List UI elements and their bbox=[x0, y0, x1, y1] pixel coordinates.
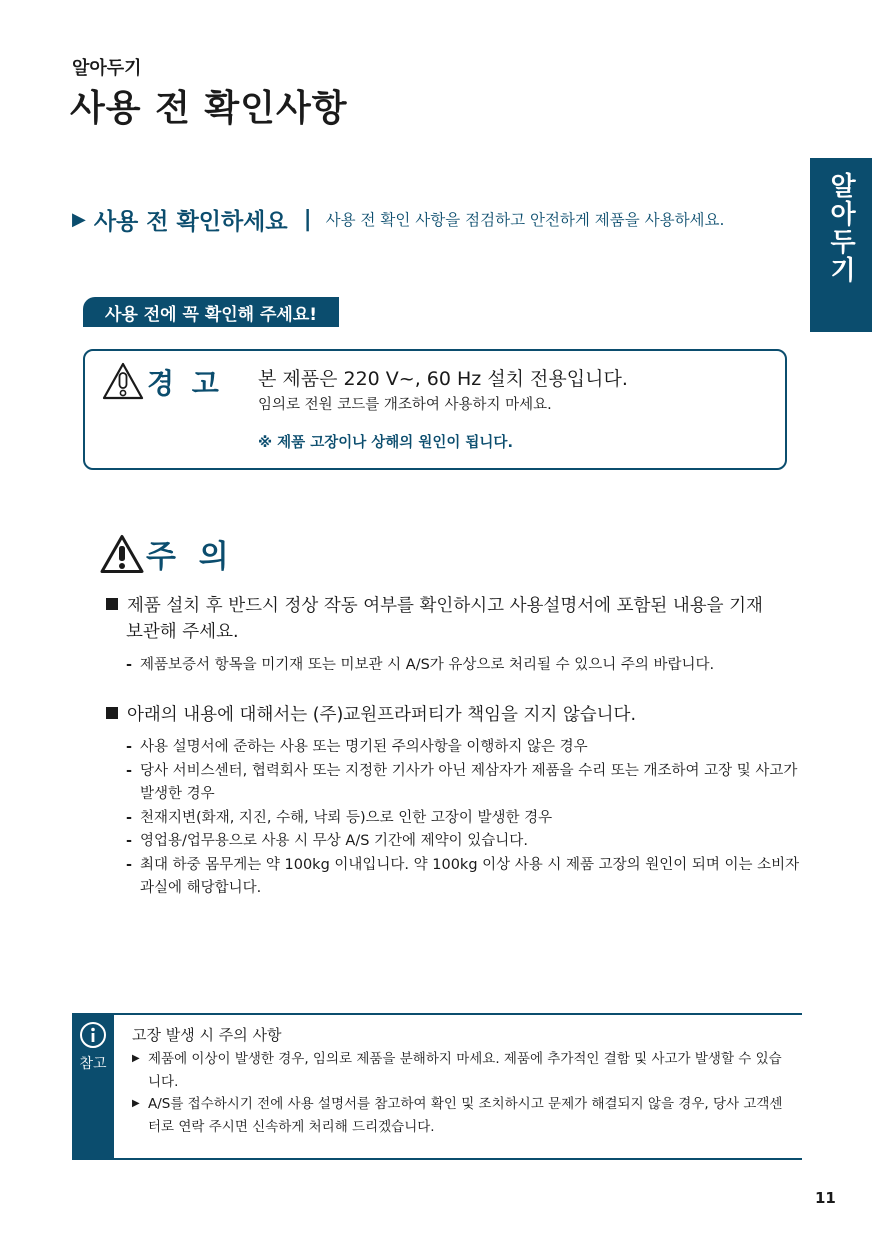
caution-item-1 bbox=[106, 593, 763, 645]
section-heading bbox=[72, 201, 724, 237]
info-icon bbox=[79, 1021, 107, 1053]
list-item: - 사용 설명서에 준하는 사용 또는 명기된 주의사항을 이행하지 않은 경우 bbox=[126, 736, 806, 760]
check-banner bbox=[83, 297, 339, 327]
page-title: 사용 전 확인사항 bbox=[70, 88, 348, 129]
note-title: 고장 발생 시 주의 사항 bbox=[132, 1026, 282, 1044]
warning-triangle-icon bbox=[102, 362, 144, 404]
caution-item-text: 제품 설치 후 반드시 정상 작동 여부를 확인하시고 사용설명서에 포함된 내용을 기재 bbox=[127, 596, 763, 616]
list-item: - 당사 서비스센터, 협력회사 또는 지정한 기사가 아닌 제삼자가 제품을 수리 또는 개조하여 고장 및 사고가 발생한 경우 bbox=[126, 760, 806, 807]
caution-item-text-cont: 보관해 주세요. bbox=[126, 622, 239, 642]
side-chapter-tab bbox=[810, 158, 872, 332]
warning-sub-text: 임의로 전원 코드를 개조하여 사용하지 마세요. bbox=[258, 397, 552, 413]
caution-triangle-icon bbox=[100, 534, 144, 578]
caution-label: 주 의 bbox=[146, 539, 235, 575]
list-item: ▶ 제품에 이상이 발생한 경우, 임의로 제품을 분해하지 마세요. 제품에 추가적인 결함 및 사고가 발생할 수 있습니다. bbox=[132, 1048, 792, 1093]
note-items bbox=[132, 1048, 792, 1138]
caution-item-2-sublist bbox=[126, 736, 806, 901]
list-item: - 제품보증서 항목을 미기재 또는 미보관 시 A/S가 유상으로 처리될 수 있으니 주의 바랍니다. bbox=[126, 654, 806, 678]
warning-label: 경 고 bbox=[147, 367, 223, 400]
warning-main-text: 본 제품은 220 V~, 60 Hz 설치 전용입니다. bbox=[258, 368, 628, 390]
side-tab-label: 알아두기 bbox=[825, 172, 856, 284]
list-item: - 영업용/업무용으로 사용 시 무상 A/S 기간에 제약이 있습니다. bbox=[126, 830, 806, 854]
section-title: 사용 전 확인하세요 bbox=[93, 208, 288, 235]
triangle-marker-icon: ▶ bbox=[72, 208, 86, 230]
section-kicker: 알아두기 bbox=[72, 58, 142, 79]
section-divider: | bbox=[303, 206, 312, 232]
square-bullet-icon bbox=[106, 707, 118, 719]
section-subtitle: 사용 전 확인 사항을 점검하고 안전하게 제품을 사용하세요. bbox=[325, 211, 725, 229]
caution-item-2 bbox=[106, 702, 636, 728]
caution-item-text: 아래의 내용에 대해서는 (주)교원프라퍼티가 책임을 지지 않습니다. bbox=[127, 705, 637, 725]
page-number: 11 bbox=[815, 1189, 836, 1207]
caution-item-1-sublist bbox=[126, 654, 806, 678]
list-item: ▶ A/S를 접수하시기 전에 사용 설명서를 참고하여 확인 및 조치하시고 문제가 해결되지 않을 경우, 당사 고객센터로 연락 주시면 신속하게 처리해 드리겠습니다. bbox=[132, 1093, 792, 1138]
list-item: - 천재지변(화재, 지진, 수해, 낙뢰 등)으로 인한 고장이 발생한 경우 bbox=[126, 807, 806, 831]
square-bullet-icon bbox=[106, 598, 118, 610]
note-label: 참고 bbox=[79, 1056, 107, 1072]
check-banner-label: 사용 전에 꼭 확인해 주세요! bbox=[104, 304, 318, 325]
list-item: - 최대 하중 몸무게는 약 100kg 이내입니다. 약 100kg 이상 사용 시 제품 고장의 원인이 되며 이는 소비자 과실에 해당합니다. bbox=[126, 854, 806, 901]
warning-note: ※ 제품 고장이나 상해의 원인이 됩니다. bbox=[258, 435, 513, 451]
